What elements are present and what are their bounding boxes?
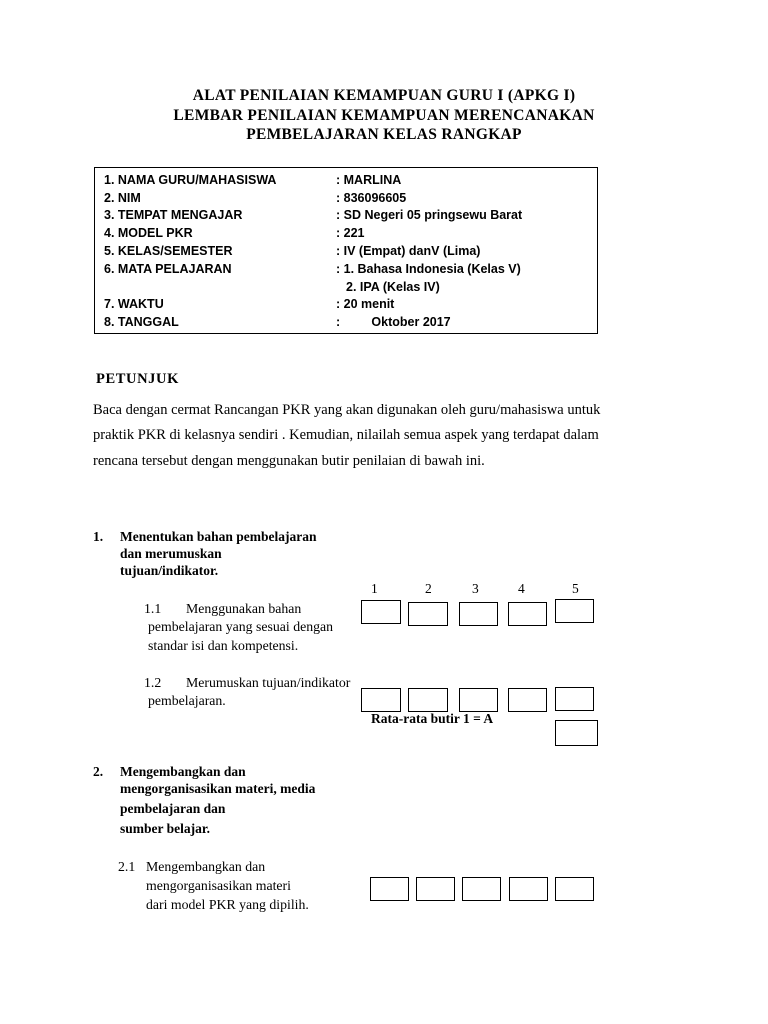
info-value-kelas: : IV (Empat) danV (Lima) [336, 244, 481, 258]
info-value-mapel: : 1. Bahasa Indonesia (Kelas V) [336, 262, 521, 276]
info-label-model: 4. MODEL PKR [104, 226, 193, 240]
score-box-1-1-2[interactable] [408, 602, 448, 626]
petunjuk-line-3: rencana tersebut dengan menggunakan butir penilaian di bawah ini. [93, 453, 485, 469]
score-box-2-1-5[interactable] [555, 877, 594, 901]
petunjuk-heading: PETUNJUK [96, 371, 179, 387]
document-title-line-3: PEMBELAJARAN KELAS RANGKAP [246, 126, 522, 143]
section-2-number: 2. [93, 764, 104, 779]
average-box-1[interactable] [555, 720, 598, 746]
item-1-2-line-1: Merumuskan tujuan/indikator [186, 675, 351, 690]
score-box-2-1-4[interactable] [509, 877, 548, 901]
score-box-1-1-1[interactable] [361, 600, 401, 624]
info-value-waktu: : 20 menit [336, 297, 395, 311]
average-label-1: Rata-rata butir 1 = A [371, 711, 494, 726]
info-label-kelas: 5. KELAS/SEMESTER [104, 244, 233, 258]
section-1-title-line-1: Menentukan bahan pembelajaran [120, 529, 317, 544]
petunjuk-line-2: praktik PKR di kelasnya sendiri . Kemudian, nilailah semua aspek yang terdapat dalam [93, 427, 599, 443]
item-1-1-line-2: pembelajaran yang sesuai dengan [148, 619, 334, 634]
score-box-2-1-2[interactable] [416, 877, 455, 901]
score-box-2-1-1[interactable] [370, 877, 409, 901]
section-2-title-line-2: mengorganisasikan materi, media [120, 781, 316, 796]
score-box-1-2-5[interactable] [555, 687, 594, 711]
info-label-nama: 1. NAMA GURU/MAHASISWA [104, 173, 277, 187]
document-title-line-1: ALAT PENILAIAN KEMAMPUAN GURU I (APKG I) [192, 87, 576, 104]
scale-label-4: 4 [518, 581, 525, 596]
petunjuk-line-1: Baca dengan cermat Rancangan PKR yang akan digunakan oleh guru/mahasiswa untuk [93, 402, 601, 418]
score-box-1-2-2[interactable] [408, 688, 448, 712]
document-title-line-2: LEMBAR PENILAIAN KEMAMPUAN MERENCANAKAN [173, 107, 595, 124]
info-value-tempat: : SD Negeri 05 pringsewu Barat [336, 208, 523, 222]
scale-label-3: 3 [472, 581, 479, 596]
score-box-1-2-1[interactable] [361, 688, 401, 712]
info-label-mapel: 6. MATA PELAJARAN [104, 262, 232, 276]
info-value-mapel-2: 2. IPA (Kelas IV) [346, 280, 440, 294]
info-value-nama: : MARLINA [336, 173, 402, 187]
section-2-title-line-3: pembelajaran dan [120, 801, 226, 816]
section-1-title-line-2: dan merumuskan [120, 546, 222, 561]
score-box-1-1-3[interactable] [459, 602, 498, 626]
item-1-1-line-1: Menggunakan bahan [186, 601, 302, 616]
info-value-nim: : 836096605 [336, 191, 407, 205]
info-value-tanggal: : Oktober 2017 [336, 315, 451, 329]
scale-label-1: 1 [371, 581, 378, 596]
section-1-number: 1. [93, 529, 104, 544]
item-1-2-number: 1.2 [144, 675, 162, 690]
section-2-title-line-4: sumber belajar. [120, 821, 211, 836]
score-box-1-2-4[interactable] [508, 688, 547, 712]
item-1-2-line-2: pembelajaran. [148, 693, 226, 708]
info-label-nim: 2. NIM [104, 191, 141, 205]
info-label-waktu: 7. WAKTU [104, 297, 164, 311]
info-value-model: : 221 [336, 226, 365, 240]
scale-label-5: 5 [572, 581, 579, 596]
section-2-title-line-1: Mengembangkan dan [120, 764, 246, 779]
score-box-1-2-3[interactable] [459, 688, 498, 712]
score-box-1-1-5[interactable] [555, 599, 594, 623]
section-1-title-line-3: tujuan/indikator. [120, 563, 219, 578]
item-2-1-number: 2.1 [118, 859, 136, 874]
info-label-tanggal: 8. TANGGAL [104, 315, 179, 329]
item-2-1-line-1: Mengembangkan dan [146, 859, 266, 874]
info-label-tempat: 3. TEMPAT MENGAJAR [104, 208, 243, 222]
item-1-1-line-3: standar isi dan kompetensi. [148, 638, 299, 653]
score-box-2-1-3[interactable] [462, 877, 501, 901]
scale-label-2: 2 [425, 581, 432, 596]
score-box-1-1-4[interactable] [508, 602, 547, 626]
item-2-1-line-3: dari model PKR yang dipilih. [146, 897, 309, 912]
item-2-1-line-2: mengorganisasikan materi [146, 878, 291, 893]
item-1-1-number: 1.1 [144, 601, 162, 616]
